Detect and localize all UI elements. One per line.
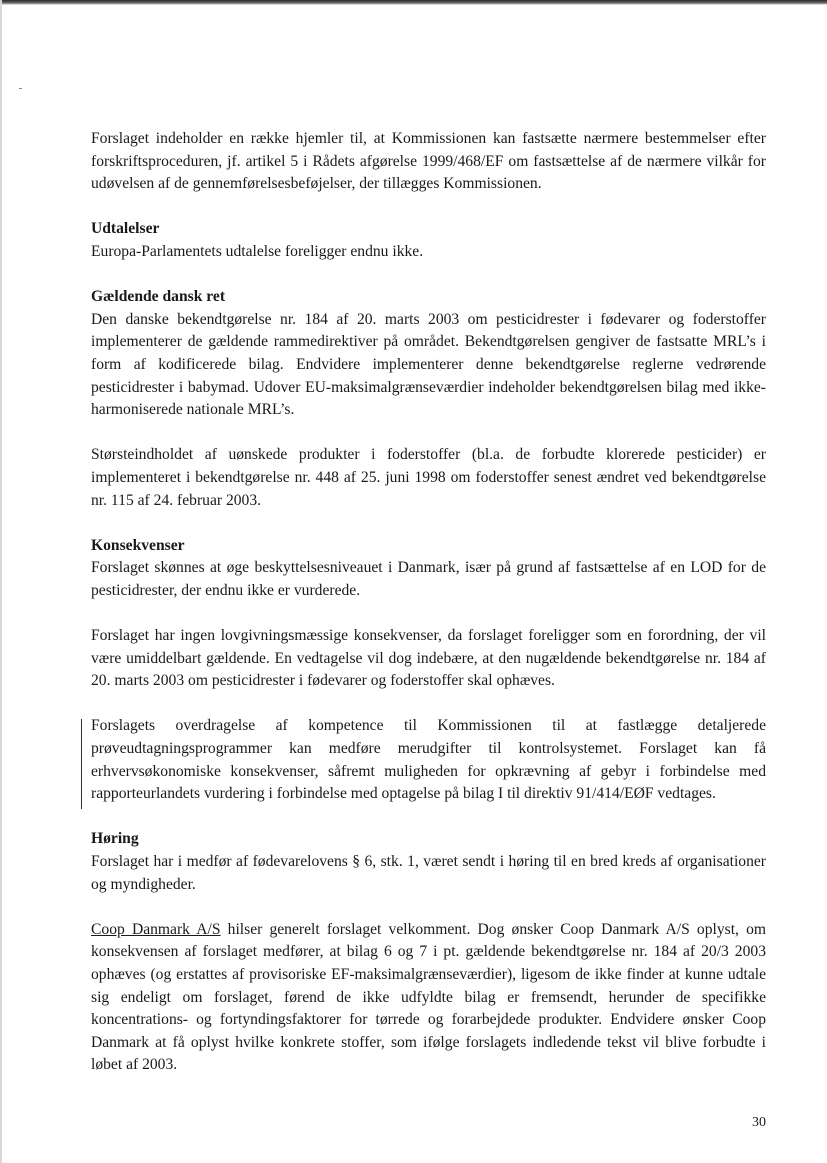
scan-left-edge bbox=[0, 0, 2, 1163]
konsekvenser-paragraph-3: Forslagets overdragelse af kompetence til Kommissionen til at fastlægge detaljerede prøveudtagningsprogrammer kan medføre merudgifter til kontrolsystemet. Forslaget kan få erhvervsøkonomiske konsekvenser, såfremt muligheden for opkrævning af gebyr i forbindelse med rapporteurlandets vurdering i forbindelse med optagelse på bilag I til direktiv 91/414/EØF vedtages. bbox=[91, 717, 766, 803]
gaeldende-paragraph-2: Størsteindholdet af uønskede produkter i foderstoffer (bl.a. de forbudte klorerede pesticider) er implementeret i bekendtgørelse nr. 448 af 25. juni 1998 om foderstoffer senest ændret ved bekendtgørelse nr. 115 af 24. februar 2003. bbox=[91, 446, 766, 509]
organization-name: Coop Danmark A/S bbox=[91, 920, 221, 938]
konsekvenser-paragraph-1: Forslaget skønnes at øge beskyttelsesniveauet i Danmark, især på grund af fastsættelse af en LOD for de pesticidrester, der endnu ikke er vurderede. bbox=[91, 559, 766, 599]
horing-paragraph-2-text: hilser generelt forslaget velkomment. Dog ønsker Coop Danmark A/S oplyst, om konsekvensen af forslaget medfører, at bilag 6 og 7 i pt. gældende bekendtgørelse nr. 184 af 20/3 2003 ophæves (og erstattes af provisoriske EF-maksimalgrænseværdier), ligesom de ikke finder at kunne udtale sig endeligt om forslaget, førend de ikke udfyldte bilag er fremsendt, herunder de specifikke koncentrations- og fortyndingsfaktorer for tørrede og forarbejdede produkter. Endvidere ønsker Coop Danmark at få oplyst hvilke konkrete stoffer, som ifølge forslagets indledende tekst vil blive forbudte i løbet af 2003. bbox=[91, 920, 766, 1074]
konsekvenser-paragraph-2: Forslaget har ingen lovgivningsmæssige konsekvenser, da forslaget foreligger som en forordning, der vil være umiddelbart gældende. En vedtagelse vil dog indebære, at den nugældende bekendtgørelse nr. 184 af 20. marts 2003 om pesticidrester i fødevarer og foderstoffer skal ophæves. bbox=[91, 627, 766, 690]
page-number: 30 bbox=[752, 1115, 766, 1130]
horing-paragraph-1: Forslaget har i medfør af fødevarelovens § 6, stk. 1, været sendt i høring til en bred kreds af organisationer og myndigheder. bbox=[91, 853, 766, 893]
document-body bbox=[91, 128, 766, 1077]
udtalelser-paragraph: Europa-Parlamentets udtalelse foreligger endnu ikke. bbox=[91, 242, 424, 260]
gaeldende-paragraph-1: Den danske bekendtgørelse nr. 184 af 20. marts 2003 om pesticidrester i fødevarer og foderstoffer implementerer de gældende rammedirektiver på området. Bekendtgørelsen gengiver de fastsatte MRL’s i form af kodificerede bilag. Endvidere implementerer denne bekendtgørelse reglerne vedrørende pesticidrester i babymad. Udover EU-maksimalgrænseværdier indeholder bekendtgørelsen bilag med ikke-harmoniserede nationale MRL’s. bbox=[91, 310, 766, 419]
heading-gaeldende-dansk-ret: Gældende dansk ret bbox=[91, 288, 226, 306]
heading-horing: Høring bbox=[91, 830, 139, 848]
scan-speck bbox=[19, 88, 22, 89]
scan-top-border bbox=[0, 0, 827, 5]
horing-paragraph-2 bbox=[91, 919, 766, 1077]
heading-udtalelser: Udtalelser bbox=[91, 220, 160, 238]
changed-block bbox=[91, 715, 766, 805]
intro-paragraph: Forslaget indeholder en række hjemler til, at Kommissionen kan fastsætte nærmere bestemmelser efter forskriftsproceduren, jf. artikel 5 i Rådets afgørelse 1999/468/EF om fastsættelse af de nærmere vilkår for udøvelsen af de gennemførelsesbeføjelser, der tillægges Kommissionen. bbox=[91, 130, 766, 193]
heading-konsekvenser: Konsekvenser bbox=[91, 536, 185, 554]
change-bar bbox=[81, 719, 82, 809]
